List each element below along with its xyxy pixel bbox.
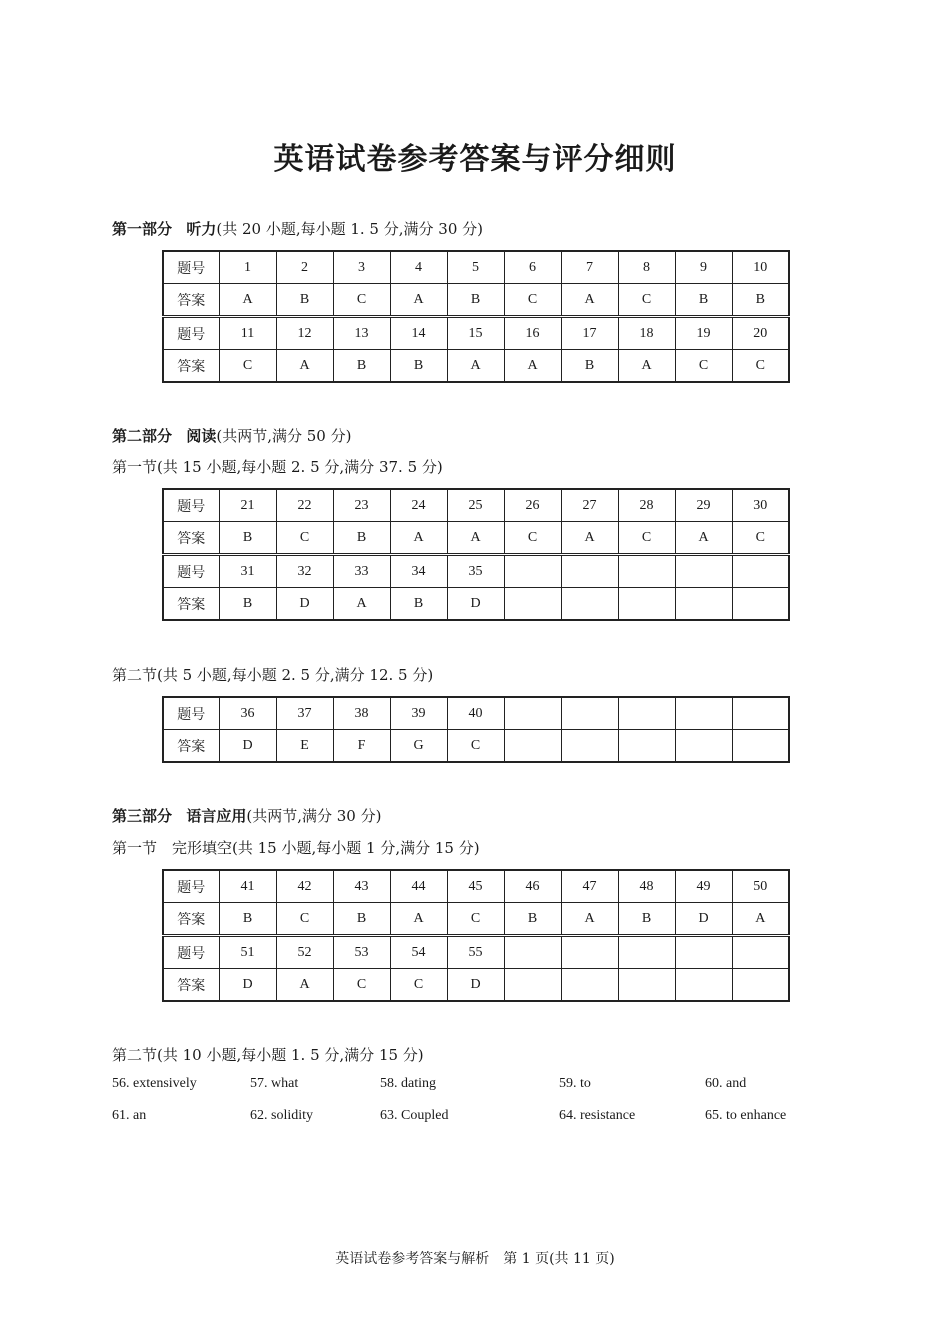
question-number-cell: 26 — [504, 489, 561, 522]
question-number-label: 题号 — [163, 555, 219, 588]
answer-row — [163, 588, 789, 621]
question-number-cell: 37 — [276, 697, 333, 730]
question-number-cell: 45 — [447, 870, 504, 903]
fill-answer-61: 61. an — [112, 1108, 147, 1123]
question-number-cell: 41 — [219, 870, 276, 903]
question-number-cell: 4 — [390, 251, 447, 284]
question-number-cell: 51 — [219, 936, 276, 969]
answer-label: 答案 — [163, 730, 219, 763]
answer-cell: A — [447, 522, 504, 555]
question-number-cell: 6 — [504, 251, 561, 284]
question-number-label: 题号 — [163, 936, 219, 969]
answer-table-part2-sec2 — [162, 696, 790, 763]
answer-cell: D — [219, 969, 276, 1002]
answer-cell — [675, 969, 732, 1002]
answer-cell: C — [333, 284, 390, 317]
question-number-cell — [618, 936, 675, 969]
question-number-cell — [561, 555, 618, 588]
question-number-cell — [675, 936, 732, 969]
fill-answer-65: 65. to enhance — [705, 1108, 787, 1123]
answer-cell: B — [561, 350, 618, 383]
answer-label: 答案 — [163, 284, 219, 317]
answer-cell: A — [276, 350, 333, 383]
answer-label: 答案 — [163, 522, 219, 555]
answer-row — [163, 350, 789, 383]
part1-title: 听力 — [186, 220, 217, 238]
question-number-cell: 47 — [561, 870, 618, 903]
question-number-cell — [675, 697, 732, 730]
part1-note: (共 20 小题,每小题 1. 5 分,满分 30 分) — [216, 220, 483, 238]
question-number-cell: 40 — [447, 697, 504, 730]
question-number-cell: 34 — [390, 555, 447, 588]
part1-heading — [112, 218, 483, 239]
answer-cell: B — [219, 522, 276, 555]
answer-cell: D — [276, 588, 333, 621]
question-number-cell: 23 — [333, 489, 390, 522]
answer-cell: B — [219, 903, 276, 936]
question-number-cell: 22 — [276, 489, 333, 522]
answer-cell: C — [276, 903, 333, 936]
question-number-cell: 44 — [390, 870, 447, 903]
answer-cell: A — [561, 522, 618, 555]
answer-label: 答案 — [163, 903, 219, 936]
answer-cell: B — [333, 350, 390, 383]
part1-name: 第一部分 — [112, 220, 173, 238]
answer-label: 答案 — [163, 588, 219, 621]
answer-row — [163, 969, 789, 1002]
answer-cell: D — [675, 903, 732, 936]
question-number-label: 题号 — [163, 317, 219, 350]
question-number-label: 题号 — [163, 489, 219, 522]
answer-cell: E — [276, 730, 333, 763]
answer-cell — [675, 588, 732, 621]
question-number-cell — [504, 936, 561, 969]
answer-cell: A — [390, 903, 447, 936]
question-number-cell — [732, 697, 789, 730]
question-number-cell — [732, 936, 789, 969]
answer-cell: C — [618, 522, 675, 555]
question-number-cell: 33 — [333, 555, 390, 588]
question-number-cell: 27 — [561, 489, 618, 522]
answer-cell: C — [333, 969, 390, 1002]
question-number-cell: 49 — [675, 870, 732, 903]
question-number-cell: 28 — [618, 489, 675, 522]
answer-cell: B — [333, 522, 390, 555]
question-number-row — [163, 555, 789, 588]
part3-sec2-heading: 第二节(共 10 小题,每小题 1. 5 分,满分 15 分) — [112, 1046, 424, 1064]
answer-cell: B — [675, 284, 732, 317]
question-number-cell: 11 — [219, 317, 276, 350]
answer-cell: A — [675, 522, 732, 555]
question-number-cell: 43 — [333, 870, 390, 903]
fill-answer-56: 56. extensively — [112, 1076, 197, 1091]
question-number-cell: 21 — [219, 489, 276, 522]
answer-cell: D — [447, 588, 504, 621]
answer-row — [163, 903, 789, 936]
question-number-row — [163, 870, 789, 903]
answer-cell — [561, 588, 618, 621]
question-number-label: 题号 — [163, 251, 219, 284]
answer-cell: C — [504, 284, 561, 317]
question-number-cell: 42 — [276, 870, 333, 903]
question-number-cell — [561, 936, 618, 969]
answer-cell: B — [390, 588, 447, 621]
answer-cell: C — [618, 284, 675, 317]
question-number-cell: 25 — [447, 489, 504, 522]
answer-label: 答案 — [163, 969, 219, 1002]
part3-heading — [112, 805, 381, 826]
question-number-cell: 29 — [675, 489, 732, 522]
question-number-cell — [504, 697, 561, 730]
question-number-cell: 2 — [276, 251, 333, 284]
answer-cell: D — [447, 969, 504, 1002]
answer-cell: B — [447, 284, 504, 317]
answer-cell: B — [618, 903, 675, 936]
answer-cell: C — [732, 522, 789, 555]
answer-row — [163, 730, 789, 763]
answer-cell: A — [504, 350, 561, 383]
question-number-row — [163, 697, 789, 730]
question-number-cell: 8 — [618, 251, 675, 284]
answer-cell: A — [618, 350, 675, 383]
question-number-cell: 52 — [276, 936, 333, 969]
question-number-cell: 24 — [390, 489, 447, 522]
question-number-cell: 19 — [675, 317, 732, 350]
answer-cell: A — [732, 903, 789, 936]
question-number-cell: 1 — [219, 251, 276, 284]
answer-cell: C — [447, 730, 504, 763]
answer-cell: C — [219, 350, 276, 383]
answer-cell: C — [390, 969, 447, 1002]
fill-answer-60: 60. and — [705, 1076, 747, 1091]
part3-name: 第三部分 — [112, 807, 173, 825]
question-number-cell: 17 — [561, 317, 618, 350]
answer-table-part3-sec1 — [162, 869, 790, 1002]
answer-cell: G — [390, 730, 447, 763]
fill-answer-59: 59. to — [559, 1076, 591, 1091]
answer-row — [163, 522, 789, 555]
answer-cell: C — [732, 350, 789, 383]
question-number-cell: 12 — [276, 317, 333, 350]
question-number-cell: 53 — [333, 936, 390, 969]
answer-cell: F — [333, 730, 390, 763]
question-number-label: 题号 — [163, 697, 219, 730]
question-number-cell: 54 — [390, 936, 447, 969]
question-number-cell: 35 — [447, 555, 504, 588]
answer-cell: C — [447, 903, 504, 936]
part2-heading — [112, 425, 351, 446]
answer-cell: B — [390, 350, 447, 383]
answer-cell: B — [504, 903, 561, 936]
answer-cell: C — [276, 522, 333, 555]
question-number-cell: 18 — [618, 317, 675, 350]
question-number-cell: 20 — [732, 317, 789, 350]
answer-cell: B — [276, 284, 333, 317]
answer-cell — [732, 969, 789, 1002]
answer-cell: A — [219, 284, 276, 317]
question-number-cell: 5 — [447, 251, 504, 284]
answer-table-part2-sec1 — [162, 488, 790, 621]
question-number-cell: 10 — [732, 251, 789, 284]
answer-cell: B — [732, 284, 789, 317]
question-number-cell: 14 — [390, 317, 447, 350]
fill-answer-64: 64. resistance — [559, 1108, 636, 1123]
part3-sec1-heading: 第一节 完形填空(共 15 小题,每小题 1 分,满分 15 分) — [112, 839, 480, 857]
answer-cell: D — [219, 730, 276, 763]
question-number-row — [163, 251, 789, 284]
question-number-row — [163, 489, 789, 522]
answer-cell: C — [675, 350, 732, 383]
answer-cell — [561, 969, 618, 1002]
question-number-cell: 9 — [675, 251, 732, 284]
question-number-cell — [675, 555, 732, 588]
answer-cell — [618, 588, 675, 621]
question-number-cell: 46 — [504, 870, 561, 903]
part2-name: 第二部分 — [112, 427, 173, 445]
answer-cell: A — [390, 522, 447, 555]
question-number-cell: 30 — [732, 489, 789, 522]
answer-cell: A — [447, 350, 504, 383]
question-number-cell: 32 — [276, 555, 333, 588]
part2-sec2-heading: 第二节(共 5 小题,每小题 2. 5 分,满分 12. 5 分) — [112, 666, 434, 684]
question-number-cell — [618, 555, 675, 588]
question-number-cell — [561, 697, 618, 730]
answer-cell: C — [504, 522, 561, 555]
question-number-cell: 36 — [219, 697, 276, 730]
answer-cell — [732, 588, 789, 621]
answer-cell — [618, 969, 675, 1002]
question-number-cell: 39 — [390, 697, 447, 730]
answer-cell: A — [561, 284, 618, 317]
question-number-cell: 55 — [447, 936, 504, 969]
question-number-cell: 31 — [219, 555, 276, 588]
answer-row — [163, 284, 789, 317]
fill-answer-63: 63. Coupled — [380, 1108, 449, 1123]
part2-title: 阅读 — [186, 427, 217, 445]
fill-answers — [0, 1076, 950, 1136]
fill-answer-62: 62. solidity — [250, 1108, 314, 1123]
part3-note: (共两节,满分 30 分) — [246, 807, 382, 825]
answer-cell — [504, 730, 561, 763]
answer-cell — [618, 730, 675, 763]
question-number-cell — [618, 697, 675, 730]
question-number-cell: 13 — [333, 317, 390, 350]
answer-cell — [504, 588, 561, 621]
part2-note: (共两节,满分 50 分) — [216, 427, 352, 445]
question-number-cell: 3 — [333, 251, 390, 284]
question-number-cell: 38 — [333, 697, 390, 730]
answer-cell: A — [561, 903, 618, 936]
question-number-cell — [732, 555, 789, 588]
question-number-cell — [504, 555, 561, 588]
answer-cell: B — [333, 903, 390, 936]
fill-answer-57: 57. what — [250, 1076, 299, 1091]
page-title: 英语试卷参考答案与评分细则 — [273, 142, 677, 177]
question-number-cell: 48 — [618, 870, 675, 903]
answer-cell: A — [333, 588, 390, 621]
answer-cell: A — [276, 969, 333, 1002]
question-number-row — [163, 317, 789, 350]
question-number-cell: 50 — [732, 870, 789, 903]
answer-cell — [504, 969, 561, 1002]
part3-title: 语言应用 — [186, 807, 247, 825]
answer-label: 答案 — [163, 350, 219, 383]
question-number-row — [163, 936, 789, 969]
page-footer: 英语试卷参考答案与解析 第 1 页(共 11 页) — [335, 1251, 615, 1267]
answer-cell — [561, 730, 618, 763]
question-number-cell: 15 — [447, 317, 504, 350]
answer-cell — [675, 730, 732, 763]
answer-cell: A — [390, 284, 447, 317]
question-number-cell: 16 — [504, 317, 561, 350]
fill-answer-58: 58. dating — [380, 1076, 436, 1091]
question-number-cell: 7 — [561, 251, 618, 284]
part2-sec1-heading: 第一节(共 15 小题,每小题 2. 5 分,满分 37. 5 分) — [112, 458, 443, 476]
answer-table-part1 — [162, 250, 790, 383]
answer-cell: B — [219, 588, 276, 621]
question-number-label: 题号 — [163, 870, 219, 903]
answer-cell — [732, 730, 789, 763]
